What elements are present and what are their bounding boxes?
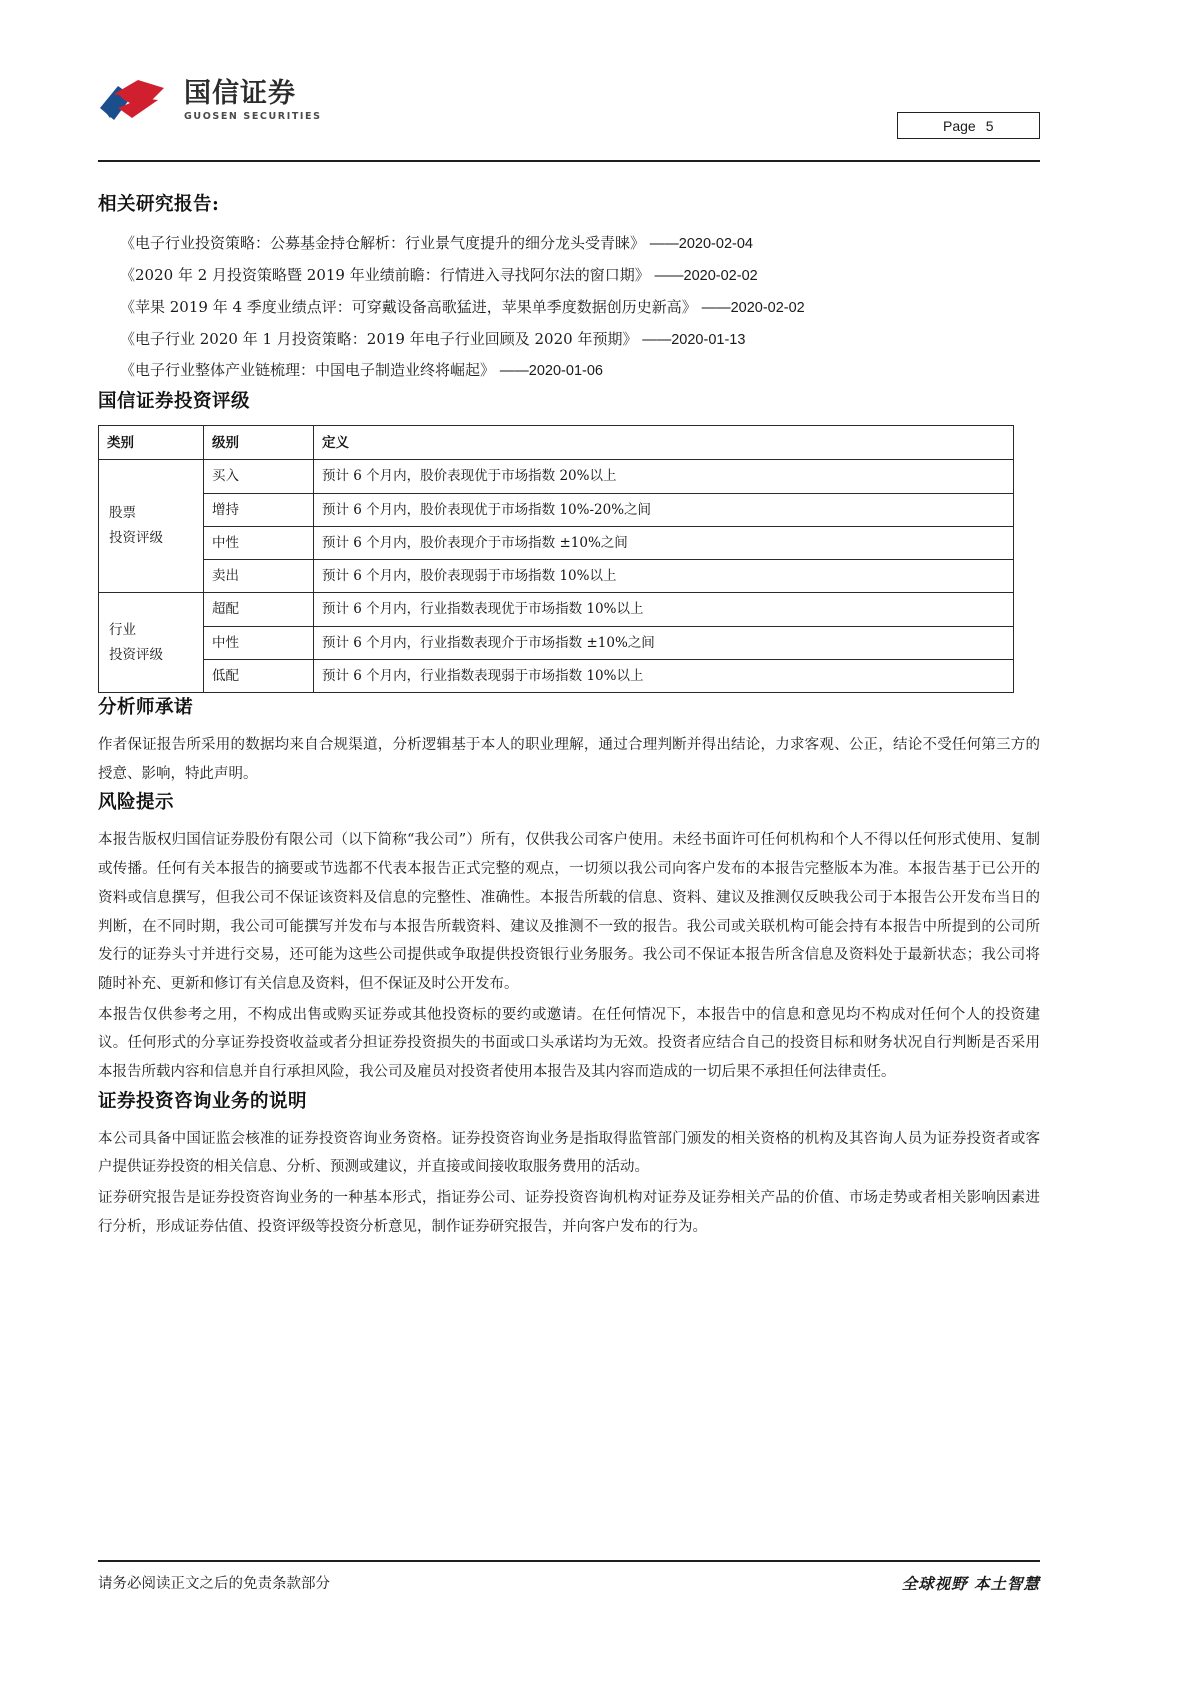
rating-category-stock (99, 460, 204, 593)
rating-level: 增持 (204, 493, 314, 526)
table-row (99, 493, 1014, 526)
report-dash: —— (701, 299, 731, 316)
report-title: 《电子行业整体产业链梳理：中国电子制造业终将崛起》 (120, 361, 496, 380)
header-divider (98, 160, 1040, 162)
category-line-1: 股票 (109, 505, 136, 522)
category-line-2: 投资评级 (109, 646, 163, 663)
related-reports-list (98, 228, 1040, 387)
report-title: 《2020 年 2 月投资策略暨 2019 年业绩前瞻：行情进入寻找阿尔法的窗口期》 (120, 265, 650, 284)
footer-disclaimer-note: 请务必阅读正文之后的免责条款部分 (98, 1576, 330, 1592)
logo-company-name-cn: 国信证券 (184, 77, 296, 109)
list-item[interactable] (120, 260, 1040, 292)
investment-rating-table (98, 425, 1014, 693)
rating-level: 中性 (204, 526, 314, 559)
consulting-notice-paragraph-2: 证券研究报告是证券投资咨询业务的一种基本形式，指证券公司、证券投资咨询机构对证券及证券相关产品的价值、市场走势或者相关影响因素进行分析，形成证券估值、投资评级等投资分析意见，制作证券研究报告，并向客户发布的行为。 (98, 1190, 1040, 1235)
list-item[interactable] (120, 228, 1040, 260)
related-reports-title: 相关研究报告: (98, 194, 220, 215)
consulting-notice-title: 证券投资咨询业务的说明 (98, 1090, 308, 1112)
report-date: 2020-02-02 (683, 267, 758, 284)
report-title: 《电子行业投资策略：公募基金持仓解析：行业景气度提升的细分龙头受青睐》 (120, 234, 646, 252)
page-header (0, 0, 1200, 170)
report-title: 《苹果 2019 年 4 季度业绩点评：可穿戴设备高歌猛进，苹果单季度数据创历史新高》 (120, 297, 697, 316)
footer-slogan: 全球视野 本土智慧 (901, 1574, 1040, 1593)
table-row (99, 526, 1014, 559)
column-header-level: 级别 (204, 426, 314, 460)
analyst-commitment-title: 分析师承诺 (98, 697, 194, 719)
page-number-badge (897, 112, 1040, 139)
report-date: 2020-01-13 (671, 331, 746, 348)
report-dash: —— (499, 363, 529, 380)
table-row (99, 593, 1014, 626)
rating-definition: 预计 6 个月内，行业指数表现介于市场指数 ±10%之间 (314, 626, 1014, 659)
guosen-logo-icon (98, 78, 170, 124)
risk-notice-paragraph-1: 本报告版权归国信证券股份有限公司（以下简称“我公司”）所有，仅供我公司客户使用。未经书面许可任何机构和个人不得以任何形式使用、复制或传播。任何有关本报告的摘要或节选都不代表本报告正式完整的观点，一切须以我公司向客户发布的本报告完整版本为准。本报告基于已公开的资料或信息撰写，但我公司不保证该资料及信息的完整性、准确性。本报告所载的信息、资料、建议及推测仅反映我公司于本报告公开发布当日的判断，在不同时期，我公司可能撰写并发布与本报告所载资料、建议及推测不一致的报告。我公司或关联机构可能会持有本报告中所提到的公司所发行的证券头寸并进行交易，还可能为这些公司提供或争取提供投资银行业务服务。我公司不保证本报告所含信息及资料处于最新状态；我公司将随时补充、更新和修订有关信息及资料，但不保证及时公开发布。 (98, 832, 1040, 992)
logo-company-name-en: GUOSEN SECURITIES (184, 111, 322, 123)
report-date: 2020-01-06 (528, 363, 603, 380)
page-footer (98, 1572, 1040, 1594)
company-logo (98, 78, 322, 124)
table-row (99, 560, 1014, 593)
table-row (99, 626, 1014, 659)
rating-table-title: 国信证券投资评级 (98, 391, 251, 413)
rating-definition: 预计 6 个月内，行业指数表现弱于市场指数 10%以上 (314, 659, 1014, 692)
category-line-2: 投资评级 (109, 530, 163, 547)
rating-level: 中性 (204, 626, 314, 659)
list-item[interactable] (120, 355, 1040, 387)
category-line-1: 行业 (109, 621, 136, 638)
rating-definition: 预计 6 个月内，股价表现弱于市场指数 10%以上 (314, 560, 1014, 593)
rating-level: 超配 (204, 593, 314, 626)
risk-notice-paragraph-2: 本报告仅供参考之用，不构成出售或购买证券或其他投资标的要约或邀请。在任何情况下，本报告中的信息和意见均不构成对任何个人的投资建议。任何形式的分享证券投资收益或者分担证券投资损失的书面或口头承诺均为无效。投资者应结合自己的投资目标和财务状况自行判断是否采用本报告所载内容和信息并自行承担风险，我公司及雇员对投资者使用本报告及其内容而造成的一切后果不承担任何法律责任。 (98, 1006, 1040, 1081)
rating-definition: 预计 6 个月内，股价表现优于市场指数 10%-20%之间 (314, 493, 1014, 526)
rating-level: 卖出 (204, 560, 314, 593)
table-row (99, 659, 1014, 692)
list-item[interactable] (120, 292, 1040, 324)
list-item[interactable] (120, 324, 1040, 356)
column-header-definition: 定义 (314, 426, 1014, 460)
report-dash: —— (649, 236, 679, 252)
footer-divider (98, 1560, 1040, 1562)
rating-level: 低配 (204, 659, 314, 692)
report-title: 《电子行业 2020 年 1 月投资策略：2019 年电子行业回顾及 2020 年预期》 (120, 329, 638, 348)
page-number: 5 (985, 117, 994, 134)
risk-notice-title: 风险提示 (98, 792, 175, 814)
page-content (98, 190, 1040, 1242)
column-header-category: 类别 (99, 426, 204, 460)
table-row (99, 460, 1014, 493)
rating-definition: 预计 6 个月内，股价表现介于市场指数 ±10%之间 (314, 526, 1014, 559)
page-label: Page (943, 117, 976, 134)
table-header-row (99, 426, 1014, 460)
report-dash: —— (654, 267, 684, 284)
consulting-notice-paragraph-1: 本公司具备中国证监会核准的证券投资咨询业务资格。证券投资咨询业务是指取得监管部门颁发的相关资格的机构及其咨询人员为证券投资者或客户提供证券投资的相关信息、分析、预测或建议，并直接或间接收取服务费用的活动。 (98, 1130, 1040, 1176)
rating-definition: 预计 6 个月内，股价表现优于市场指数 20%以上 (314, 460, 1014, 493)
rating-definition: 预计 6 个月内，行业指数表现优于市场指数 10%以上 (314, 593, 1014, 626)
rating-level: 买入 (204, 460, 314, 493)
report-date: 2020-02-02 (730, 299, 805, 316)
analyst-commitment-text: 作者保证报告所采用的数据均来自合规渠道，分析逻辑基于本人的职业理解，通过合理判断并得出结论，力求客观、公正，结论不受任何第三方的授意、影响，特此声明。 (98, 737, 1040, 782)
report-dash: —— (642, 331, 672, 348)
report-date: 2020-02-04 (678, 236, 753, 252)
rating-category-industry (99, 593, 204, 693)
